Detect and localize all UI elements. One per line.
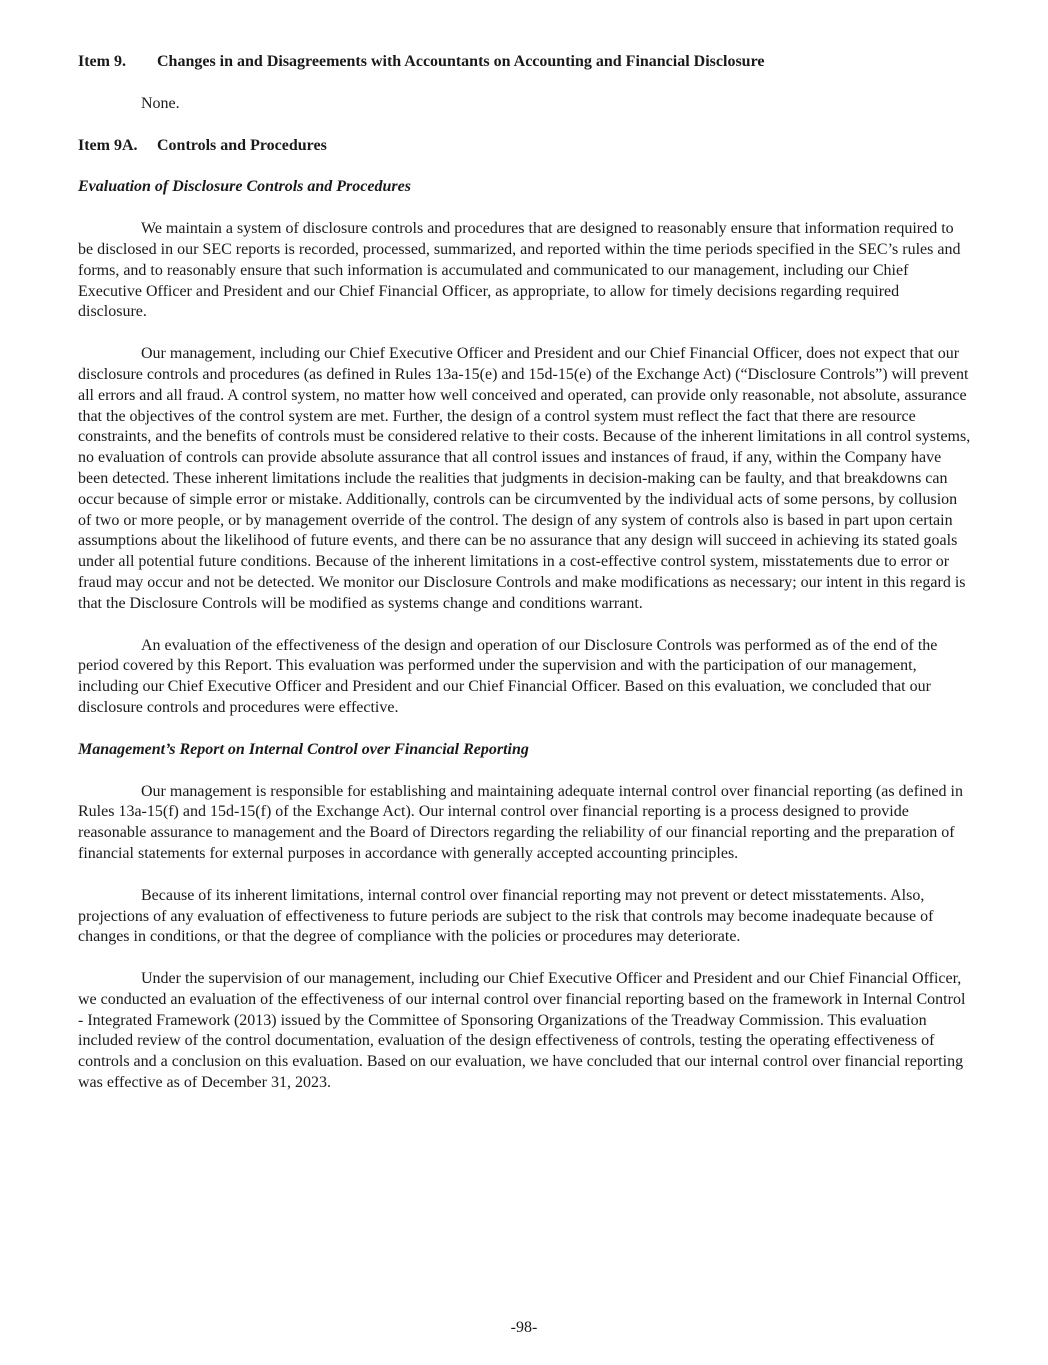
item-9a-heading — [78, 136, 971, 157]
item-9-number: Item 9. — [78, 53, 126, 70]
management-report-paragraph-3: Under the supervision of our management, including our Chief Executive Officer and President and our Chief Financial Officer, we conducted an evaluation of the effectiveness of our internal control over financial reporting based on the framework in Internal Control - Integrated Framework (2013) issued by the Committee of Sponsoring Organizations of the Treadway Commission. This evaluation included review of the control documentation, evaluation of the design effectiveness of controls, testing the operating effectiveness of controls and a conclusion on this evaluation. Based on our evaluation, we have concluded that our internal control over financial reporting was effective as of December 31, 2023. — [78, 970, 966, 1092]
item-9-body: None. — [141, 94, 180, 112]
document-page — [78, 52, 971, 1115]
page-number: -98- — [510, 1319, 538, 1336]
item-9a-title: Controls and Procedures — [157, 136, 327, 154]
item-9-heading — [78, 52, 971, 73]
evaluation-paragraph-3: An evaluation of the effectiveness of the design and operation of our Disclosure Controls was performed as of the end of the period covered by this Report. This evaluation was performed under the supervision and with the participation of our management, including our Chief Executive Officer and President and our Chief Financial Officer. Based on this evaluation, we concluded that our disclosure controls and procedures were effective. — [78, 636, 938, 716]
evaluation-heading: Evaluation of Disclosure Controls and Procedures — [78, 178, 411, 196]
evaluation-paragraph-2: Our management, including our Chief Executive Officer and President and our Chief Financial Officer, does not expect that our disclosure controls and procedures (as defined in Rules 13a-15(e) and 15d-15(e) of the Exchange Act) (“Disclosure Controls”) will prevent all errors and all fraud. A control system, no matter how well conceived and operated, can provide only reasonable, not absolute, assurance that the objectives of the control system are met. Further, the design of a control system must reflect the fact that there are resource constraints, and the benefits of controls must be considered relative to their costs. Because of the inherent limitations in all control systems, no evaluation of controls can provide absolute assurance that all control issues and instances of fraud, if any, within the Company have been detected. These inherent limitations include the realities that judgments in decision-making can be faulty, and that breakdowns can occur because of simple error or mistake. Additionally, controls can be circumvented by the individual acts of some persons, by collusion of two or more people, or by management override of the control. The design of any system of controls also is based in part upon certain assumptions about the likelihood of future events, and there can be no assurance that any design will succeed in achieving its stated goals under all potential future conditions. Because of the inherent limitations in a cost-effective control system, misstatements due to error or fraud may occur and not be detected. We monitor our Disclosure Controls and make modifications as necessary; our intent in this regard is that the Disclosure Controls will be modified as systems change and conditions warrant. — [78, 345, 971, 612]
item-9a-number: Item 9A. — [78, 136, 138, 154]
management-report-paragraph-1: Our management is responsible for establishing and maintaining adequate internal control over financial reporting (as defined in Rules 13a-15(f) and 15d-15(f) of the Exchange Act). Our internal control over financial reporting is a process designed to provide reasonable assurance to management and the Board of Directors regarding the reliability of our financial reporting and the preparation of financial statements for external purposes in accordance with generally accepted accounting principles. — [78, 782, 963, 862]
management-report-paragraph-2: Because of its inherent limitations, internal control over financial reporting may not prevent or detect misstatements. Also, projections of any evaluation of effectiveness to future periods are subject to the risk that controls may become inadequate because of changes in conditions, or that the degree of compliance with the policies or procedures may deteriorate. — [78, 886, 934, 946]
evaluation-paragraph-1: We maintain a system of disclosure controls and procedures that are designed to reasonably ensure that information required to be disclosed in our SEC reports is recorded, processed, summarized, and reported within the time periods specified in the SEC’s rules and forms, and to reasonably ensure that such information is accumulated and communicated to our management, including our Chief Executive Officer and President and our Chief Financial Officer, as appropriate, to allow for timely decisions regarding required disclosure. — [78, 220, 961, 321]
item-9-title: Changes in and Disagreements with Accountants on Accounting and Financial Disclosure — [157, 53, 765, 70]
management-report-heading: Management’s Report on Internal Control over Financial Reporting — [78, 740, 529, 758]
